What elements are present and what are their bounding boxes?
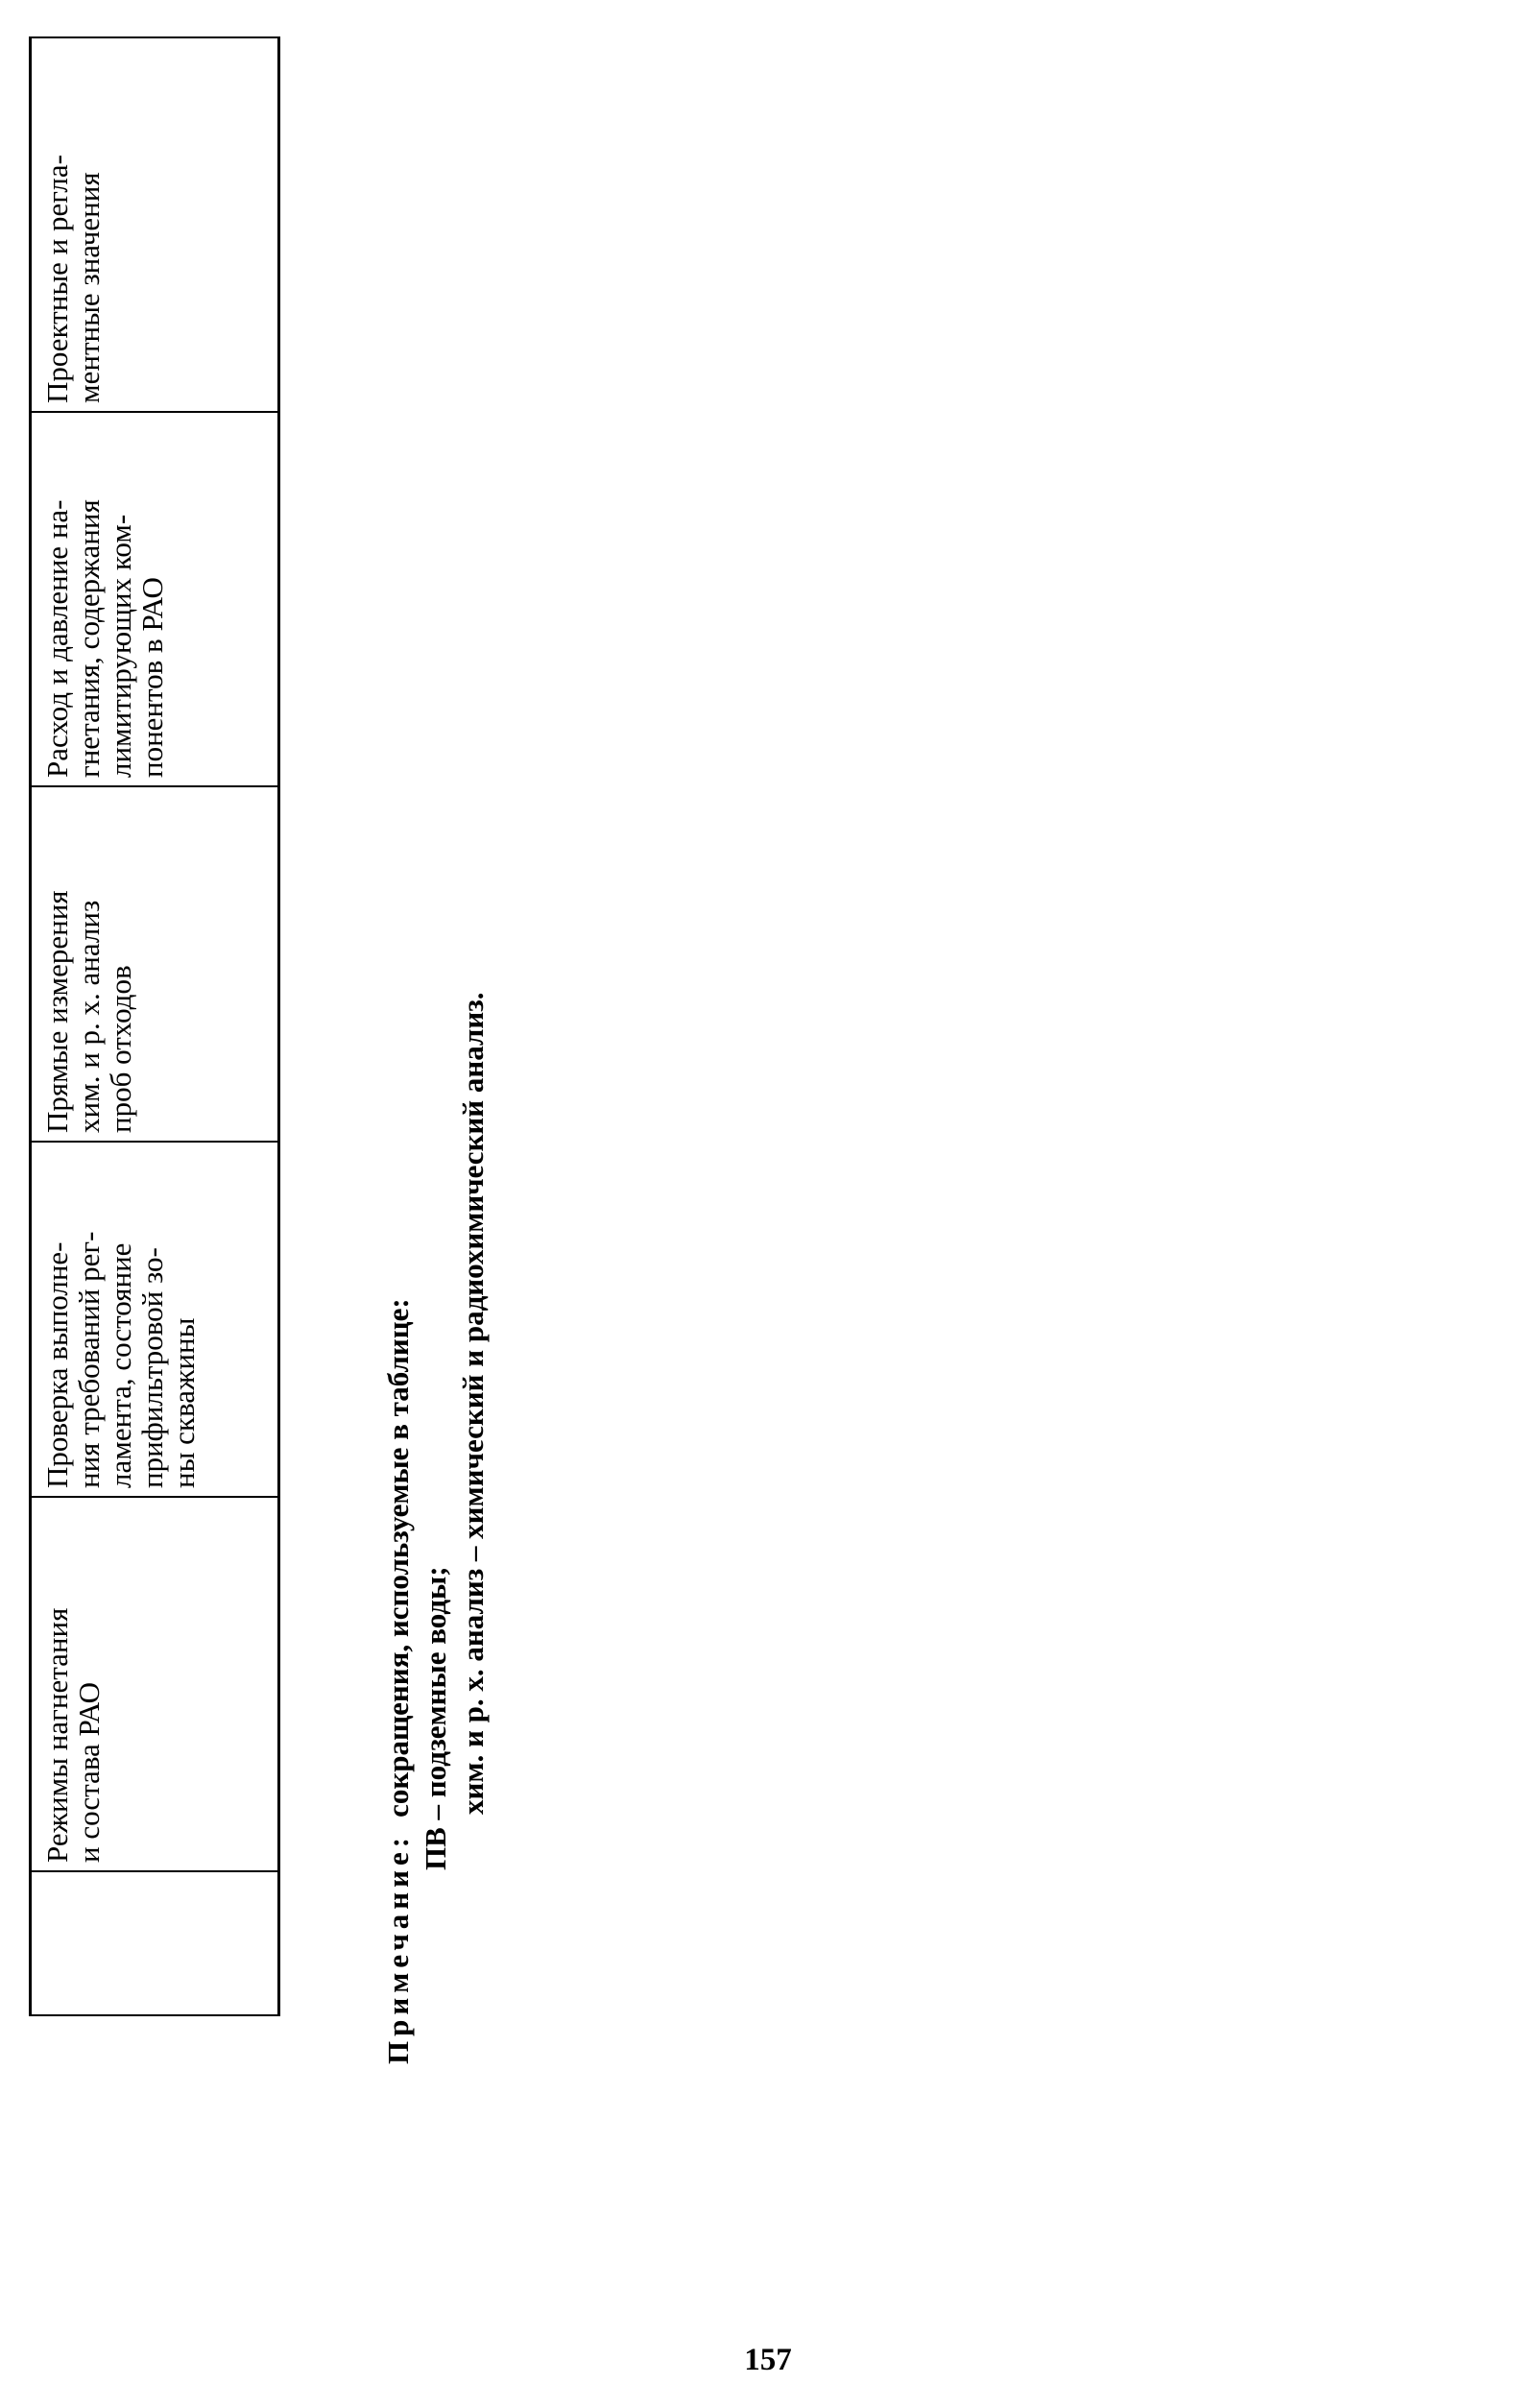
footnote — [379, 144, 542, 2064]
page-number: 157 — [744, 2343, 792, 2377]
note-intro: сокращения, используемые в таблице: — [381, 1298, 415, 1818]
table-cell-direct-measurements: Прямые измерения хим. и р. х. анализ проб отходов — [31, 786, 279, 1142]
table-cell-empty — [31, 1871, 279, 2015]
note-line-analysis: хим. и р. х. анализ – химический и радиохимический анализ. — [456, 992, 490, 1815]
table-cell-flow-pressure: Расход и давление на- гнетания, содержания лимитирующих ком- понентов в РАО — [31, 412, 279, 786]
table-cell-injection-modes: Режимы нагнетания и состава РАО — [31, 1497, 279, 1871]
note-line-pv: ПВ – подземные воды; — [419, 1566, 452, 1870]
table-cell-compliance-check: Проверка выполне- ния требований рег- ламента, состояние прифильтровой зо- ны скважины — [31, 1142, 279, 1497]
table — [29, 36, 280, 2016]
table-cell-design-values: Проектные и регла- ментные значения — [31, 37, 279, 412]
table-row — [31, 37, 279, 2015]
note-label: Примечание: — [381, 1832, 415, 2064]
rotated-table — [29, 38, 280, 2016]
